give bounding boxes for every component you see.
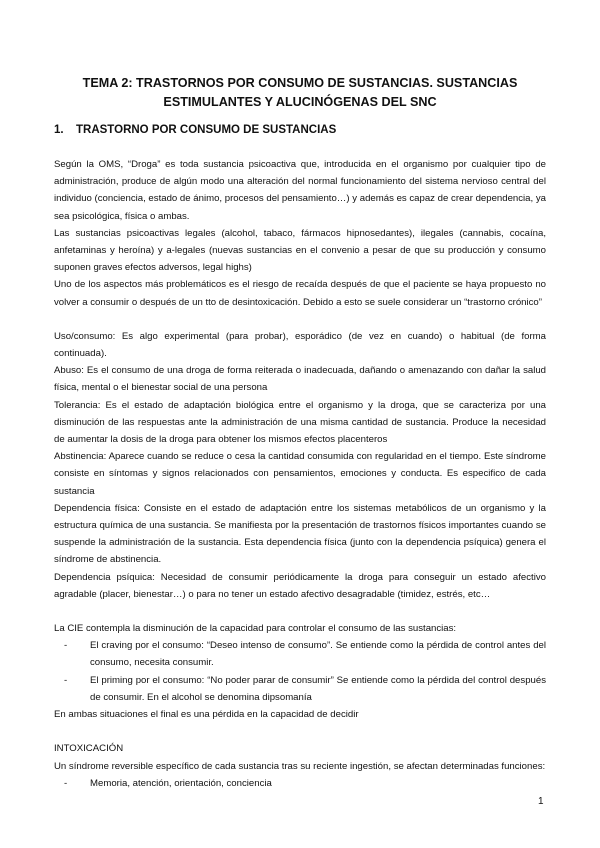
- paragraph-uso: Uso/consumo: Es algo experimental (para probar), esporádico (de vez en cuando) o habitual (de forma continuada).: [54, 330, 546, 360]
- title-line-2: ESTIMULANTES Y ALUCINÓGENAS DEL SNC: [163, 95, 437, 109]
- page-number: 1: [538, 796, 544, 807]
- title-line-1: TEMA 2: TRASTORNOS POR CONSUMO DE SUSTANCIAS. SUSTANCIAS: [82, 76, 518, 90]
- paragraph-intoxicacion: Un síndrome reversible específico de cada sustancia tras su reciente ingestión, se afectan determinadas funciones:: [54, 760, 546, 772]
- paragraph-abstinencia: Abstinencia: Aparece cuando se reduce o cesa la cantidad consumida con regularidad en el tiempo. Este síndrome consiste en síntomas y signos relacionados con pensamientos, emociones y conducta. Es especifico de cada sustancia: [54, 451, 546, 497]
- paragraph-tolerancia: Tolerancia: Es el estado de adaptación biológica entre el organismo y la droga, que se caracteriza por una disminución de las respuestas ante la administración de una misma cantidad de sustancia. Produce la necesidad de aumentar la dosis de la droga para obtener los mismos efectos placenteros: [54, 399, 546, 446]
- intoxicacion-list: [54, 775, 546, 792]
- paragraph-abuso: Abuso: Es el consumo de una droga de forma reiterada o inadecuada, dañando o amenazando con dañar la salud física, mental o el bienestar social de una persona: [54, 365, 546, 394]
- intoxicacion-heading: INTOXICACIÓN: [54, 743, 124, 755]
- list-item: - El priming por el consumo: “No poder parar de consumir” Se entiende como la pérdida del control después de consumir. En el alcohol se denomina dipsomanía: [54, 672, 546, 706]
- paragraph-recaida: Uno de los aspectos más problemáticos es el riesgo de recaída después de que el paciente se haya propuesto no volver a consumir o después de un tto de desintoxicación. Debido a esto se suele considerar un “trastorno crónico”: [54, 279, 546, 308]
- list-item: - Memoria, atención, orientación, conciencia: [54, 775, 546, 792]
- document-title: [60, 74, 540, 112]
- section-heading-text: TRASTORNO POR CONSUMO DE SUSTANCIAS: [76, 124, 337, 136]
- paragraph-dependencia-fisica: Dependencia física: Consiste en el estado de adaptación entre los sistemas metabólicos de un organismo y la estructura química de una sustancia. Se manifiesta por la presentación de trastornos físicos importantes cuando se suspende la administración de la sustancia. Esta dependencia física (junto con la dependencia psíquica) genera el síndrome de abstinencia.: [54, 502, 546, 566]
- cie-list: [54, 637, 546, 706]
- document-body: [54, 156, 546, 792]
- paragraph-cie-intro: La CIE contempla la disminución de la capacidad para controlar el consumo de las sustancias:: [54, 623, 457, 635]
- paragraph-legales: Las sustancias psicoactivas legales (alcohol, tabaco, fármacos hipnosedantes), ilegales (cannabis, cocaína, anfetaminas y heroína) y a-legales (nuevas sustancias en el convenio a pesar de que su producción y consumo suponen graves efectos adversos, legal highs): [54, 227, 546, 274]
- paragraph-dependencia-psiquica: Dependencia psíquica: Necesidad de consumir periódicamente la droga para conseguir un estado afectivo agradable (placer, bienestar…) o para no tener un estado afectivo desagradable (timidez, estrés, etc…: [54, 571, 546, 600]
- paragraph-cie-close: En ambas situaciones el final es una pérdida en la capacidad de decidir: [54, 709, 359, 721]
- paragraph-oms: Según la OMS, “Droga” es toda sustancia psicoactiva que, introducida en el organismo por cualquier tipo de administración, produce de algún modo una alteración del normal funcionamiento del sistema nervioso central del individuo (conciencia, estado de ánimo, procesos del pensamiento…) y además es capaz de crear dependencia, ya sea psicológica, física o ambas.: [54, 159, 546, 222]
- section-number: 1.: [54, 124, 64, 136]
- section-heading: [54, 124, 336, 136]
- list-item: - El craving por el consumo: “Deseo intenso de consumo”. Se entiende como la pérdida de control antes del consumo, necesita consumir.: [54, 637, 546, 671]
